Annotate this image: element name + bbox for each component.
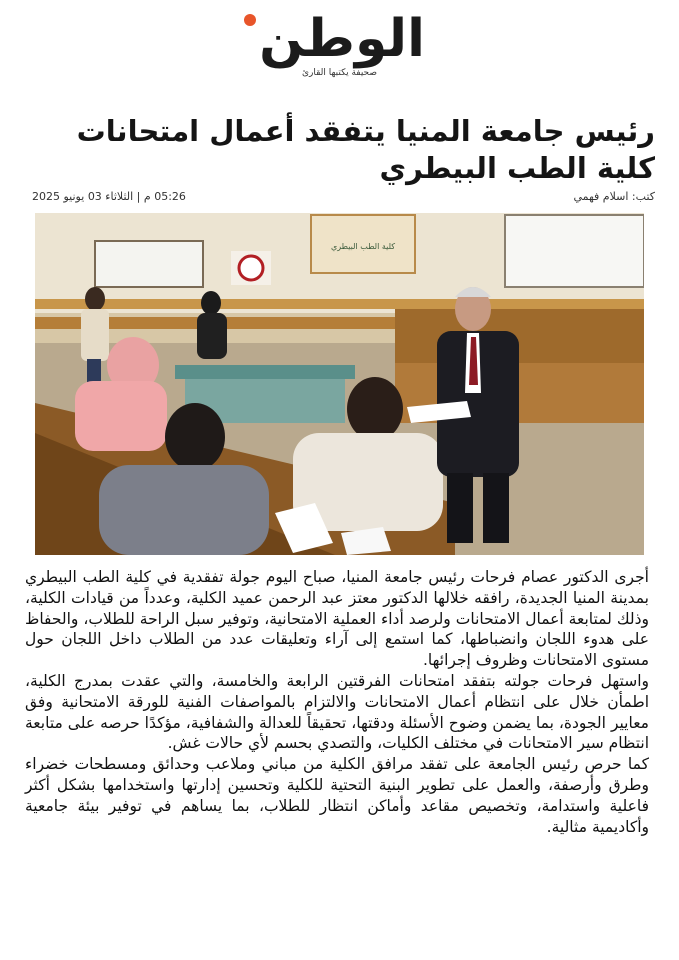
article-photo xyxy=(35,213,644,555)
article-paragraph: واستهل فرحات جولته بتفقد امتحانات الفرقتين الرابعة والخامسة، والتي عقدت بمدرج الكلية، اطمأن خلال على انتظام أعمال الامتحانات والالتزام بالمواصفات الفنية للورقة الامتحانية وفق معايير الجودة، بما يضمن وضوح الأسئلة ودقتها، تحقيقاً للعدالة والشفافية، مؤكدًا حرصه على متابعة انتظام سير الامتحانات في مختلف الكليات، والتصدي بحسم لأي حالات غش. xyxy=(25,671,649,753)
site-logo[interactable] xyxy=(0,6,679,72)
article-headline: رئيس جامعة المنيا يتفقد أعمال امتحانات كلية الطب البيطري xyxy=(76,114,655,186)
article-paragraph: أجرى الدكتور عصام فرحات رئيس جامعة المنيا، صباح اليوم جولة تفقدية في كلية الطب البيطري بمدينة المنيا الجديدة، رافقه خلالها الدكتور معتز عبد الرحمن عميد الكلية، وعدداً من قيادات الكلية، وذلك لمتابعة أعمال الامتحانات ولرصد أداء العملية الامتحانية، وتوفير سبل الراحة للطلاب، والحفاظ على هدوء اللجان وانضباطها، كما استمع إلى آراء وتعليقات عدد من الطلاب داخل اللجان حول مستوى الامتحانات وظروف إجرائها. xyxy=(25,568,649,670)
author-name[interactable]: كتب: اسلام فهمي xyxy=(573,190,655,203)
publish-timestamp: 05:26 م | الثلاثاء 03 يونيو 2025 xyxy=(32,190,186,203)
banner-text: كلية الطب البيطري xyxy=(330,242,396,251)
logo-dot-icon xyxy=(244,14,256,26)
article-paragraph: كما حرص رئيس الجامعة على تفقد مرافق الكلية من مباني وملاعب وحدائق ومسطحات خضراء وطرق وأرصفة، والعمل على تطوير البنية التحتية للكلية وتحسين إدارتها واستخدامها بشكل أكثر فاعلية واستدامة، وتخصيص مقاعد وأماكن انتظار للطلاب، بما يساهم في توفير بيئة جامعية وأكاديمية مثالية. xyxy=(25,755,649,836)
photo-illustration xyxy=(35,213,644,555)
byline xyxy=(24,190,655,210)
logo-wordmark: الوطن xyxy=(259,9,425,69)
logo-tagline: صحيفة يكتبها القارئ xyxy=(302,68,377,78)
article-body xyxy=(25,567,649,837)
